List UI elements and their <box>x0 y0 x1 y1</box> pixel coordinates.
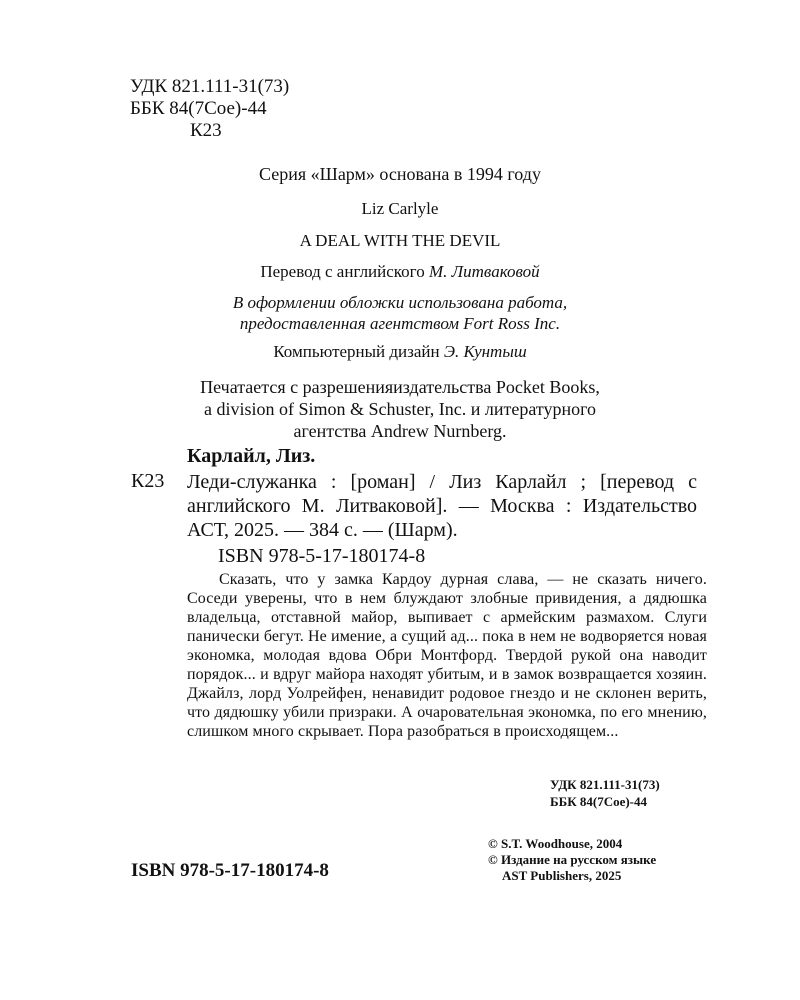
rights-line1: Печатается с разрешенияиздательства Pocket Books, <box>200 377 600 397</box>
small-bbk-code: ББК 84(7Сое)-44 <box>550 794 648 809</box>
bbk-code: ББК 84(7Сое)-44 <box>130 98 267 119</box>
udk-code: УДК 821.111-31(73) <box>130 76 290 97</box>
translation-credit <box>100 262 700 282</box>
cover-credit-line2: предоставленная агентством Fort Ross Inc. <box>239 314 561 333</box>
cover-credit <box>100 292 700 334</box>
translation-prefix: Перевод с английского <box>260 262 429 281</box>
copyright-block <box>488 836 656 884</box>
original-author: Liz Carlyle <box>361 199 439 218</box>
rights-note <box>120 376 680 442</box>
rights-line3: агентства Andrew Nurnberg. <box>293 421 507 441</box>
bibliographic-code: К23 <box>131 470 165 492</box>
copyright-line3: AST Publishers, 2025 <box>502 868 622 883</box>
translator-name: М. Литваковой <box>428 262 540 281</box>
author-mark: К23 <box>190 120 222 141</box>
original-title: A DEAL WITH THE DEVIL <box>299 231 501 250</box>
small-udk-code: УДК 821.111-31(73) <box>550 777 660 792</box>
copyright-line1: © S.T. Woodhouse, 2004 <box>488 836 623 851</box>
annotation: Сказать, что у замка Кардоу дурная слава, — не сказать ничего. Соседи уверены, что в нем блуждают злобные привидения, а дядюшка владельца, отставной майор, выпивает с армейским размахом. Слуги панически бегут. Не имение, а сущий ад... пока в нем не водворяется новая экономка, молодая вдова Обри Монтфорд. Твердой рукой она наводит порядок... и вдруг майора находят убитым, и в замок возвращается хозяин. Джайлз, лорд Уолрейфен, ненавидит родовое гнездо и не склонен верить, что дядюшку убили призраки. А очаровательная экономка, по его мнению, слишком много скрывает. Пора разобраться в происходящем... <box>187 571 707 740</box>
design-credit <box>100 342 700 362</box>
bibliographic-isbn: ISBN 978-5-17-180174-8 <box>218 545 426 567</box>
designer-name: Э. Кунтыш <box>443 342 527 361</box>
bibliographic-author: Карлайл, Лиз. <box>187 445 316 467</box>
design-prefix: Компьютерный дизайн <box>273 342 444 361</box>
small-classification-codes <box>550 776 660 810</box>
isbn-bottom: ISBN 978-5-17-180174-8 <box>131 860 329 881</box>
series-note: Серия «Шарм» основана в 1994 году <box>259 164 541 184</box>
classification-codes <box>130 76 289 142</box>
copyright-line2: © Издание на русском языке <box>488 852 657 867</box>
rights-line2: a division of Simon & Schuster, Inc. и литературного <box>203 399 597 419</box>
cover-credit-line1: В оформлении обложки использована работа, <box>232 293 568 312</box>
bibliographic-description: Леди-служанка : [роман] / Лиз Карлайл ; [перевод с английского М. Литваковой]. — Москва : Издательство АСТ, 2025. — 384 с. — (Шарм). <box>187 471 697 541</box>
